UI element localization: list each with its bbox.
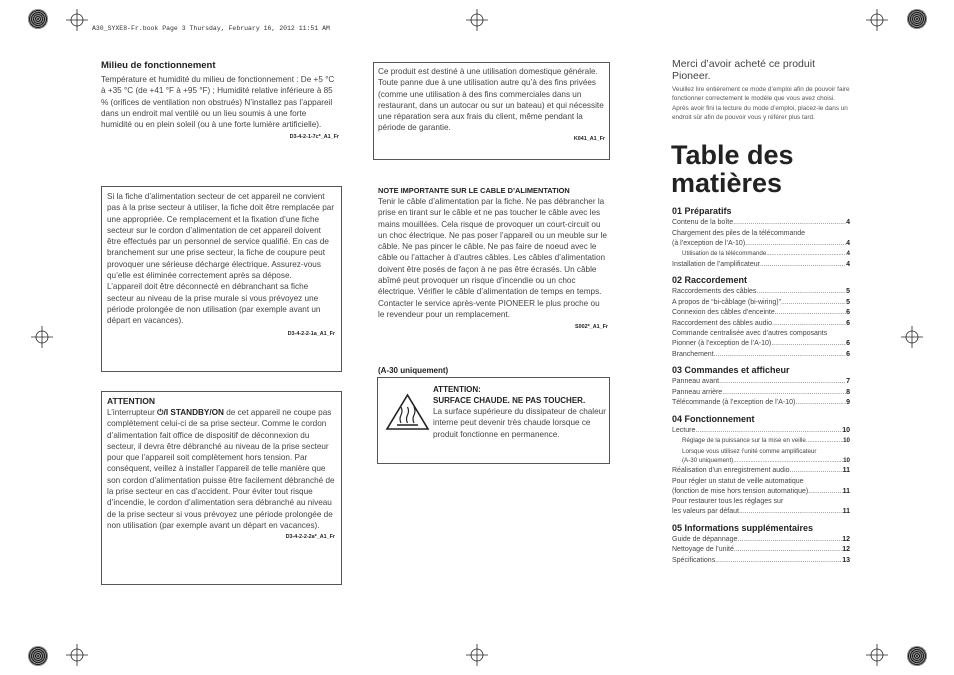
intro-text: Veuillez lire entièrement ce mode d’emploi afin de pouvoir faire fonctionner correctement le modèle que vous avez choisi. Après avoir fini la lecture du mode d’emploi, placez-le dans un endroit sûr afin de pouvoir vous y référer plus tard. — [672, 86, 850, 121]
toc-entry-line[interactable]: Pour restaurer tous les réglages sur — [672, 498, 784, 505]
toc-section-items — [672, 426, 850, 518]
toc-entry-line[interactable]: Pour régler un statut de veille automatique — [672, 477, 804, 485]
toc-entry[interactable]: A propos de “bi-câblage (bi-wiring)” ..... 5 — [672, 298, 850, 309]
hot-surface-warning-icon — [385, 393, 430, 431]
attention-title: ATTENTION — [107, 396, 156, 406]
toc-section-title: 05 Informations supplémentaires — [672, 522, 814, 533]
toc-entry[interactable]: Installation de l’amplificateur ..... 4 — [672, 260, 850, 271]
toc-entry[interactable]: Réglage de la puissance sur la mise en veille ..... 10 — [672, 436, 850, 447]
thanks-text: Merci d’avoir acheté ce produit Pioneer. — [672, 58, 815, 82]
toc-section-items — [672, 287, 850, 360]
toc — [672, 206, 850, 566]
hot-title-2: SURFACE CHAUDE. NE PAS TOUCHER. — [433, 396, 586, 405]
toc-entry-line[interactable]: Commande centralisée avec d’autres composants — [672, 330, 828, 337]
toc-entry[interactable]: Branchement ..... 6 — [672, 350, 850, 361]
toc-entry[interactable]: les valeurs par défaut ..... 11 — [672, 507, 850, 518]
crosshair-icon — [866, 644, 888, 666]
toc-entry[interactable]: Guide de dépannage ..... 12 — [672, 535, 850, 546]
toc-entry[interactable]: Connexion des câbles d’enceinte ..... 6 — [672, 308, 850, 319]
toc-entry-line[interactable]: Lorsque vous utilisez l’unité comme amplificateur — [682, 447, 817, 455]
attention-code: D3-4-2-2-2a*_A1_Fr — [285, 534, 335, 541]
standby-switch-label: /I STANDBY/ON — [163, 408, 224, 417]
hot-box — [377, 377, 610, 464]
attention-body: de cet appareil ne coupe pas complètement celui-ci de sa prise secteur. Comme le cordon d’alimentation fait office de dispositif de déconnexion du secteur, il devra être débranché au niveau de la prise secteur pour que l’appareil soit complètement hors tension. Par conséquent, veillez à installer l’appareil de telle manière que son cordon d’alimentation puisse être facilement débranché de la prise secteur en cas d’accident. Pour éviter tout risque d’incendie, le cordon d’alimentation sera débranché au niveau de la prise secteur si vous prévoyez une période prolongée de non utilisation (par exemple avant un départ en vacances). — [107, 408, 335, 530]
toc-entry[interactable]: Réalisation d’un enregistrement audio ..... 11 — [672, 466, 850, 477]
toc-entry[interactable]: Raccordements des câbles ..... 5 — [672, 287, 850, 298]
fiche-body-2: L’appareil doit être déconnecté en débranchant sa fiche secteur au niveau de la prise murale si vous prévoyez une période prolongée de non utilisation (par exemple avant un départ en vacances). — [107, 282, 321, 326]
cable-body: Tenir le câble d’alimentation par la fiche. Ne pas débrancher la prise en tirant sur le câble et ne pas toucher le câble avec les mains mouillées. Cela risque de provoquer un court-circuit ou un choc électrique. Ne pas poser l’appareil ou un meuble sur le câble. Ne pas pincer le câble. Ne pas faire de noeud avec le câble ou l’attacher à d’autres câbles. Les câbles d’alimentation doivent être posés de façon à ne pas être écrasés. Un câble abîmé peut provoquer un risque d’incendie ou un choc électrique. Vérifier le câble d’alimentation de temps en temps. Contacter le service après-vente PIONEER le plus proche ou le revendeur pour un remplacement. — [378, 197, 607, 319]
toc-section-title: 02 Raccordement — [672, 275, 748, 285]
milieu-body: Température et humidité du milieu de fonctionnement : De +5 °C à +35 °C (de +41 °F à +95 °F) ; Humidité relative inférieure à 85 % (orifices de ventilation non obstrués) N’installez pas l’appareil dans un endroit mal ventilé ou un lieu soumis à une forte humidité ou en plein soleil (ou à une forte lumière artificielle). — [101, 75, 335, 130]
toc-entry[interactable]: (fonction de mise hors tension automatique) ..... 11 — [672, 487, 850, 498]
toc-entry[interactable]: Utilisation de la télécommande ..... 4 — [672, 249, 850, 260]
toc-entry-line[interactable]: Chargement des piles de la télécommande — [672, 229, 806, 237]
toc-title-line-1: Table des — [671, 140, 794, 170]
hot-text — [433, 384, 609, 440]
crosshair-icon — [66, 9, 88, 31]
fiche-box — [101, 186, 342, 372]
hot-title-1: ATTENTION: — [433, 385, 481, 394]
toc-entry[interactable]: (à l’exception de l’A-10) ..... 4 — [672, 239, 850, 250]
toc-entry[interactable]: Contenu de la boîte ..... 4 — [672, 218, 850, 229]
toc-section-items — [672, 377, 850, 409]
toc-entry[interactable]: Télécommande (à l’exception de l’A-10) ..... 9 — [672, 398, 850, 409]
power-icon: ⏻ — [157, 408, 164, 417]
book-header: A30_SYXE8-Fr.book Page 3 Thursday, February 16, 2012 11:51 AM — [92, 25, 330, 32]
toc-entry[interactable]: Raccordement des câbles audio ..... 6 — [672, 319, 850, 330]
milieu-section — [101, 60, 339, 140]
hot-label: (A-30 uniquement) — [378, 366, 449, 375]
toc-title-line-2: matières — [671, 168, 783, 198]
crosshair-icon — [466, 9, 488, 31]
cable-title: NOTE IMPORTANTE SUR LE CABLE D’ALIMENTATION — [378, 186, 570, 195]
attention-body-wrap — [107, 407, 335, 531]
toc-entry[interactable]: Pionner (à l’exception de l’A-10) ..... 6 — [672, 339, 850, 350]
toc-section-title: 04 Fonctionnement — [672, 413, 755, 424]
toc-entry[interactable]: Nettoyage de l’unité ..... 12 — [672, 545, 850, 556]
toc-entry[interactable]: Spécifications ..... 13 — [672, 556, 850, 567]
attention-intro: L’interrupteur — [107, 408, 155, 417]
milieu-title: Milieu de fonctionnement — [101, 60, 216, 71]
crosshair-icon — [31, 326, 53, 348]
milieu-code: D3-4-2-1-7c*_A1_Fr — [289, 134, 339, 141]
toc-section-title: 03 Commandes et afficheur — [672, 365, 790, 375]
domestic-code: K041_A1_Fr — [573, 135, 605, 142]
toc-section-title: 01 Préparatifs — [672, 206, 732, 216]
cable-code: S002*_A1_Fr — [575, 324, 608, 331]
toc-entry[interactable]: Panneau arrière ..... 8 — [672, 388, 850, 399]
toc-entry[interactable]: (A-30 uniquement) ..... 10 — [672, 456, 850, 467]
toc-entry[interactable]: Lecture ..... 10 — [672, 426, 850, 437]
fiche-code: D3-4-2-2-1a_A1_Fr — [287, 330, 335, 337]
fiche-body: Si la fiche d’alimentation secteur de cet appareil ne convient pas à la prise secteur à utiliser, la fiche doit être remplacée par une appropriée. Ce remplacement et la fixation d’une fiche secteur sur le cordon d’alimentation de cet appareil doivent être effectués par un personnel de service qualifié. En cas de branchement sur une prise secteur, la fiche de coupure peut provoquer une sérieuse décharge électrique. Assurez-vous qu’elle est éliminée correctement après sa dépose. — [107, 192, 335, 281]
toc-section-items — [672, 535, 850, 567]
toc-section-items — [672, 218, 850, 270]
crosshair-icon — [66, 644, 88, 666]
crosshair-icon — [466, 644, 488, 666]
crosshair-icon — [866, 9, 888, 31]
cable-section — [378, 185, 608, 330]
domestic-box — [373, 62, 610, 160]
domestic-body: Ce produit est destiné à une utilisation domestique générale. Toute panne due à une utilisation autre qu’à des fins privées (comme une utilisation à des fins commerciales dans un restaurant, dans un autocar ou sur un bateau) et qui nécessite une réparation sera aux frais du client, même pendant la période de garantie. — [378, 67, 604, 133]
crosshair-icon — [901, 326, 923, 348]
toc-title — [671, 141, 794, 197]
hot-body: La surface supérieure du dissipateur de chaleur interne peut devenir très chaude lorsque ce produit fonctionne en permanence. — [433, 407, 606, 439]
attention-box — [101, 391, 342, 585]
toc-entry[interactable]: Panneau avant ..... 7 — [672, 377, 850, 388]
